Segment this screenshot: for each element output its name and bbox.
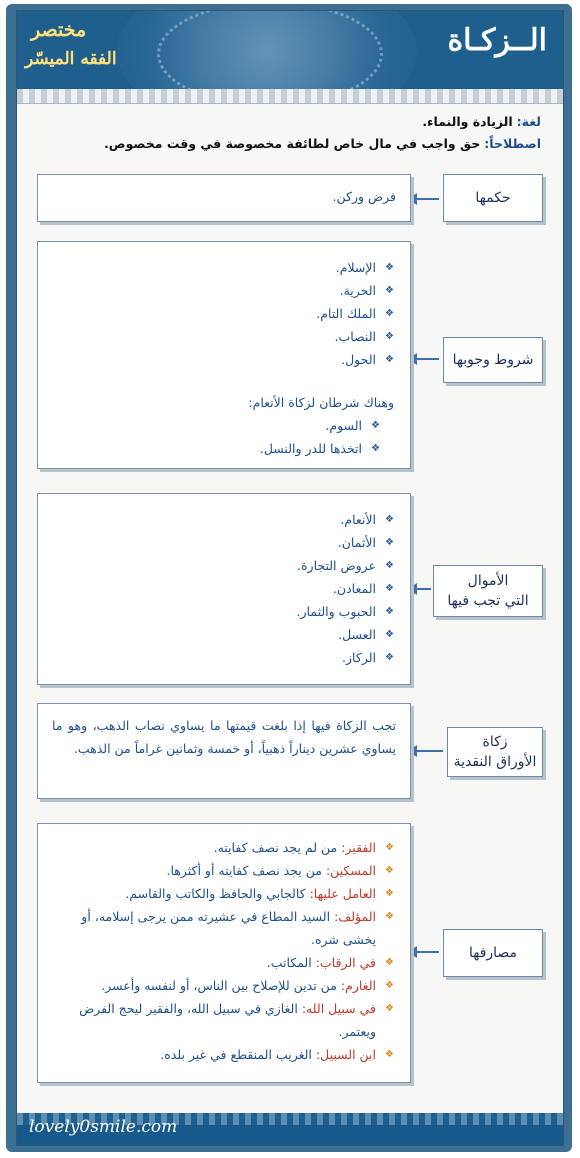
masraf-value: من يجد نصف كفايته أو أكثرها.	[166, 863, 322, 878]
list-item: ❖ الأنعام.	[52, 508, 396, 531]
label-shurut-text: شروط وجوبها	[452, 352, 534, 368]
list-item	[52, 905, 396, 951]
list-item: ❖ الحول.	[52, 348, 396, 371]
label-amwal-line1: الأموال	[467, 573, 509, 589]
label-awraq-line2: الأوراق النقدية	[453, 754, 537, 770]
label-shurut	[443, 337, 543, 383]
arrow-shurut	[415, 358, 439, 360]
arrow-masarif	[415, 951, 439, 953]
masraf-key: الغارم:	[340, 978, 376, 993]
shurut-list	[52, 256, 396, 371]
masraf-key: في سبيل الله:	[301, 1001, 376, 1016]
site-link[interactable]: lovely0smile.com	[29, 1117, 178, 1137]
list-item	[52, 859, 396, 882]
content-panel	[16, 10, 564, 1146]
definition-block	[41, 111, 541, 155]
box-awraq	[37, 703, 411, 799]
box-shurut	[37, 241, 411, 469]
masraf-key: المسكين:	[325, 863, 376, 878]
masraf-value: من تدين للإصلاح بين الناس، أو لنفسه وأعسر.	[101, 978, 337, 993]
arrow-amwal	[415, 588, 431, 590]
list-item: ❖ الحرية.	[52, 279, 396, 302]
list-item	[52, 974, 396, 997]
label-masarif	[443, 929, 543, 977]
masraf-value: من لم يجد نصف كفايته.	[213, 840, 338, 855]
brand-line-2: الفقه الميسّر	[25, 49, 117, 69]
masraf-key: المؤلف:	[334, 909, 376, 924]
brand-line-1: مختصر	[31, 19, 87, 41]
list-item: ❖ السوم.	[52, 414, 382, 437]
istilah-text: حق واجب في مال خاص لطائفة مخصوصة في وقت مخصوص.	[104, 136, 481, 151]
label-hukm	[443, 174, 543, 222]
list-item	[52, 1043, 396, 1066]
label-hukm-text: حكمها	[475, 190, 511, 206]
definition-istilah	[41, 133, 541, 155]
masraf-value: الغازي في سبيل الله، والفقير ليحج الفرض ويعتمر.	[79, 1001, 376, 1039]
anam-sub-list	[52, 414, 396, 460]
label-amwal-line2: التي تجب فيها	[447, 593, 529, 609]
masraf-value: كالجابي والحافظ والكاتب والقاسم.	[125, 886, 306, 901]
list-item: ❖ العسل.	[52, 623, 396, 646]
masraf-key: العامل عليها:	[309, 886, 376, 901]
footer-bar	[17, 1113, 563, 1145]
list-item: ❖ النصاب.	[52, 325, 396, 348]
arrow-hukm	[415, 198, 439, 200]
label-awraq	[447, 727, 543, 777]
label-masarif-text: مصارفها	[468, 945, 518, 961]
definition-lugha	[41, 111, 541, 133]
list-item: ❖ الإسلام.	[52, 256, 396, 279]
list-item: ❖ الحبوب والثمار.	[52, 600, 396, 623]
awraq-text: تجب الزكاة فيها إذا بلغت قيمتها ما يساوي نصاب الذهب، وهو ما يساوي عشرين ديناراً ذهبياً، أو خمسة وثمانين غراماً من الذهب.	[52, 718, 396, 756]
box-amwal	[37, 493, 411, 685]
box-hukm	[37, 174, 411, 222]
header-ornament-ring	[157, 11, 383, 89]
masraf-key: في الرقاب:	[315, 955, 376, 970]
list-item	[52, 951, 396, 974]
hukm-text: فرض وركن.	[332, 189, 396, 204]
list-item: ❖ عروض التجارة.	[52, 554, 396, 577]
box-masarif	[37, 823, 411, 1083]
list-item	[52, 882, 396, 905]
list-item: ❖ الركاز.	[52, 646, 396, 669]
masraf-value: المكاتب.	[266, 955, 312, 970]
istilah-label: اصطلاحاً:	[484, 136, 541, 151]
list-item	[52, 997, 396, 1043]
lugha-text: الزيادة والنماء.	[422, 114, 513, 129]
header-banner	[17, 11, 563, 89]
list-item: ❖ الأثمان.	[52, 531, 396, 554]
anam-note: وهناك شرطان لزكاة الأنعام:	[248, 395, 394, 410]
list-item: ❖ المعادن.	[52, 577, 396, 600]
label-awraq-line1: زكاة	[482, 734, 508, 750]
masraf-key: الفقير:	[341, 840, 376, 855]
decorative-border	[17, 89, 563, 104]
list-item: ❖ اتخذها للدر والنسل.	[52, 437, 382, 460]
masraf-value: السيد المطاع في عشيرته ممن يرجى إسلامه، أو يخشى شره.	[81, 909, 376, 947]
arrow-awraq	[415, 750, 443, 752]
masarif-list	[52, 836, 396, 1066]
lugha-label: لغة:	[516, 114, 541, 129]
list-item: ❖ الملك التام.	[52, 302, 396, 325]
amwal-list	[52, 508, 396, 669]
masraf-value: الغريب المنقطع في غير بلده.	[160, 1047, 312, 1062]
list-item	[52, 836, 396, 859]
page-title: الــزكـاة	[447, 23, 547, 58]
masraf-key: ابن السبيل:	[315, 1047, 376, 1062]
label-amwal	[433, 565, 543, 617]
